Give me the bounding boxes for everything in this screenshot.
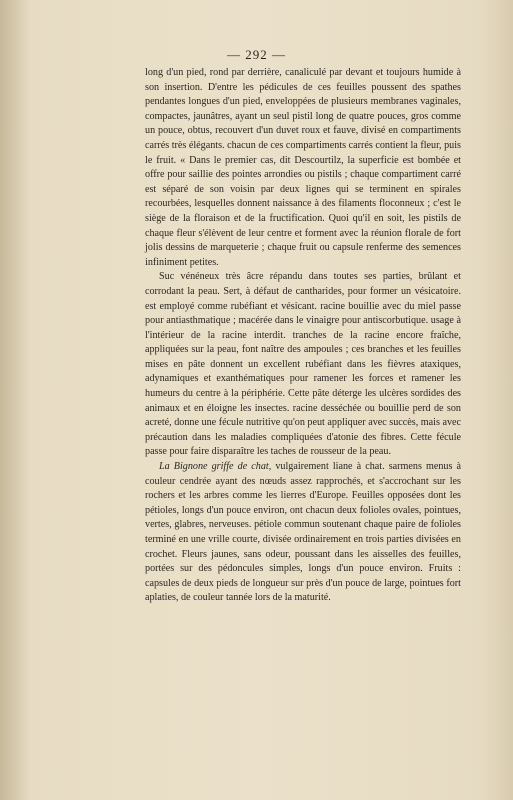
page-number: — 292 — bbox=[227, 47, 286, 62]
paragraph-3 bbox=[145, 460, 461, 606]
paragraph-3-text: vulgairement liane à chat. sarmens menus à couleur cendrée ayant des nœuds assez rapprochés, et s'accrochant sur les rochers et les arbres comme les lierres d'Europe. Feuilles opposées dont les pétioles, longs d'un pouce environ, ont chacun deux folioles ovales, pointues, vertes, glabres, nerveuses. pétiole commun soutenant chaque paire de folioles terminé en une vrille courte, divisée ordinairement en trois parties divisées en crochet. Fleurs jaunes, sans odeur, poussant dans les aisselles des feuilles, portées sur des pédoncules simples, longs d'un pouce environ. Fruits : capsules de deux pieds de longueur sur près d'un pouce de large, pointues fort aplaties, de couleur tannée lors de la maturité. bbox=[145, 461, 461, 604]
species-name: La Bignone griffe de chat, bbox=[159, 461, 272, 473]
paragraph-1: long d'un pied, rond par derrière, canaliculé par devant et toujours humide à son insertion. D'entre les pédicules de ces feuilles poussent des spathes pendantes longues d'un pied, enveloppées de plusieurs membranes vaginales, compactes, jaunâtres, ayant un seul pistil long de quatre pouces, gros comme un pouce, obtus, recouvert d'un duvet roux et fauve, divisé en compartiments carrés très élégants. chacun de ces compartiments carrés contient la fleur, puis le fruit. « Dans le premier cas, dit Descourtilz, la superficie est bombée et offre pour saillie des pointes arrondies ou pistils ; chaque compartiment carré est séparé de son voisin par deux lignes qui se terminent en spirales recourbées, lesquelles donnent naissance à des filaments floconneux ; c'est le siège de la floraison et de la fructification. Quoi qu'il en soit, les pistils de chaque fleur s'élèvent de leur centre et forment avec la réunion florale de fort jolis dessins de marqueterie ; chaque fruit ou capsule renferme des semences infiniment petites. bbox=[145, 67, 461, 268]
paragraph-2: Suc vénéneux très âcre répandu dans toutes ses parties, brûlant et corrodant la peau. Sert, à défaut de cantharides, pour former un vésicatoire. est employé comme rubéfiant et vésicant. racine bouillie avec du miel passe pour antiasthmatique ; macérée dans le vinaigre pour antiscorbutique. usage à l'intérieur de la racine interdit. tranches de la racine encore fraîche, appliquées sur la peau, font naître des ampoules ; ces branches et les feuilles mises en pâte donnent un excellent rubéfiant dans les fièvres ataxiques, adynamiques et exanthématiques pour ramener les forces et ramener les humeurs du centre à la périphérie. Cette pâte déterge les ulcères sordides des animaux et en éloigne les insectes. racine desséchée ou bouillie perd de son acreté, donne une fécule nutritive qu'on peut appliquer avec succès, mais avec précaution dans les maladies compliquées d'atonie des fibres. Cette fécule passe pour faire disparaître les taches de rousseur de la peau. bbox=[145, 271, 461, 458]
page-body bbox=[145, 66, 461, 606]
binding-shadow bbox=[0, 0, 30, 800]
